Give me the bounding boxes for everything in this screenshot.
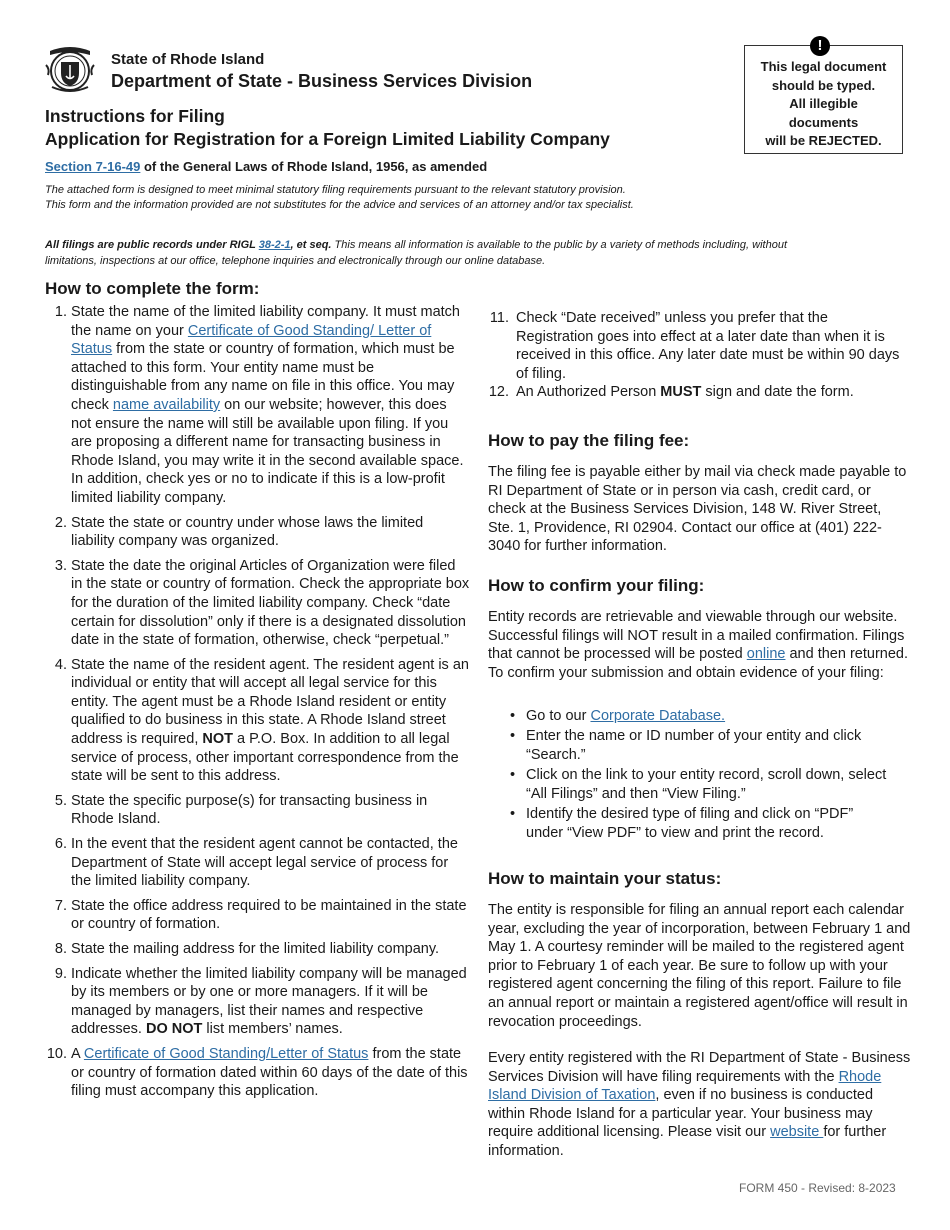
statute-reference — [45, 159, 487, 174]
item-text: a P.O. Box. In addition to all legal service of process, other important correspondence from the state will be sent to this address. — [71, 731, 459, 785]
item-text: State the name of the resident agent. The resident agent is an individual or entity that will accept all legal service for this entity. The agent must be a Rhode Island resident or entity qualified to do business in this state. A Rhode Island street address is required, — [71, 656, 469, 748]
item-text: State the mailing address for the limited liability company. — [71, 941, 440, 957]
section-heading-maintain: How to maintain your status: — [488, 869, 722, 888]
item-number: 8. — [54, 941, 67, 957]
list-item: • Enter the name or ID number of your entity and click “Search.” — [510, 727, 890, 765]
instruction-item — [45, 656, 470, 786]
item-bold: MUST — [660, 384, 702, 401]
list-item-text: Go to our — [526, 708, 591, 724]
item-text: State the specific purpose(s) for transacting business in Rhode Island. — [71, 792, 428, 828]
department-name: Department of State - Business Services Division — [111, 71, 533, 91]
form-revision-footer: FORM 450 - Revised: 8-2023 — [739, 1181, 896, 1195]
statute-text: of the General Laws of Rhode Island, 1956, as amended — [140, 159, 488, 174]
item-text: Check “Date received” unless you prefer that the Registration goes into effect at a later date than when it is received in this office. Any later date must be within 90 days of filing. — [516, 310, 900, 382]
state-seal-logo — [44, 43, 96, 93]
maintain-text-part: for further information. — [488, 1124, 887, 1159]
confirm-text-part: Entity records are retrievable and viewable through our website. Successful filings will NOT result in a mailed confirmation. Filings that cannot be processed will be posted — [488, 609, 905, 663]
public-records-text: This means all information is available to the public by a variety of methods including, without limitations, inspections at our office, telephone inquiries and electronically through our online database. — [45, 239, 788, 267]
taxation-link[interactable]: Rhode Island Division of Taxation — [488, 1068, 882, 1104]
notice-line: This legal document — [760, 59, 887, 74]
item-number: 7. — [54, 897, 67, 914]
item-text: State the date the original Articles of Organization were filed in the state or country of formation. Check the appropriate box for the duration of the limited liability company. Check “date certain for dissolution” only if there is a designated dissolution date in the state of formation, otherwise, check “perpetual.” — [71, 557, 470, 649]
item-number: 5. — [54, 792, 67, 809]
exclamation-icon: ! — [810, 36, 830, 56]
maintain-taxation-text — [488, 1049, 913, 1161]
public-records-bold: , et seq. — [290, 239, 332, 251]
page-subtitle: Application for Registration for a Foreign Limited Liability Company — [45, 129, 610, 149]
disclaimer-line: This form and the information provided are not substitutes for the advice and services of an attorney and/or tax specialist. — [45, 199, 634, 211]
instruction-item — [45, 965, 470, 1039]
public-records-notice — [45, 238, 825, 269]
item-number: 4. — [54, 656, 67, 673]
notice-line: All illegible — [789, 96, 858, 111]
list-item — [510, 707, 890, 726]
item-bold: NOT — [202, 731, 233, 748]
item-number: 3. — [54, 557, 67, 574]
item-number: 2. — [54, 514, 67, 531]
item-number: 12. — [488, 384, 509, 401]
item-text: from the state or country of formation, which must be attached to this form. Your entity name must be distinguishable from any name on file in this office. You may check — [71, 341, 455, 413]
item-text: State the state or country under whose laws the limited liability company was organized. — [71, 514, 424, 550]
item-number: 10. — [46, 1045, 67, 1062]
certificate-link[interactable]: Certificate of Good Standing/ Letter of Status — [71, 322, 432, 358]
item-text: on our website; however, this does not ensure the name will still be available upon filing. If you are proposing a different name for transacting business in Rhode Island, you may write it in the second available space. In addition, check yes or no to indicate if this is a low-profit limited liability company. — [71, 396, 464, 506]
maintain-text: The entity is responsible for filing an annual report each calendar year, excluding the year of incorporation, between February 1 and May 1. A courtesy reminder will be mailed to the registered agent prior to February 1 of each year. Be sure to follow up with your registered agent concerning the filing of this report. Failure to file an annual report or maintain a registered agent/office will result in revocation proceedings. — [488, 902, 911, 1030]
typed-document-notice — [744, 45, 903, 154]
instruction-item — [45, 835, 470, 891]
instruction-item — [45, 303, 470, 508]
item-text: In the event that the resident agent cannot be contacted, the Department of State will accept legal service of process for the limited liability company. — [71, 836, 458, 890]
item-number: 6. — [54, 836, 67, 853]
disclaimer — [45, 183, 765, 213]
list-item: • Identify the desired type of filing and click on “PDF” under “View PDF” to view and print the record. — [510, 805, 890, 843]
item-text: A — [71, 1045, 84, 1062]
item-number: 1. — [54, 304, 67, 320]
website-link[interactable]: website — [770, 1124, 824, 1141]
item-bold: DO NOT — [145, 1021, 203, 1038]
item-text: State the office address required to be maintained in the state or country of formation. — [71, 897, 467, 933]
statute-link[interactable]: Section 7-16-49 — [45, 159, 141, 174]
item-text: list members’ names. — [202, 1021, 343, 1038]
section-heading-complete: How to complete the form: — [45, 279, 260, 298]
list-item: • Click on the link to your entity record, scroll down, select “All Filings” and then “View Filing.” — [510, 766, 890, 804]
name-availability-link[interactable]: name availability — [112, 396, 221, 413]
state-name: State of Rhode Island — [111, 51, 265, 68]
confirm-text-part: and then returned. To confirm your submission and obtain evidence of your filing: — [488, 646, 908, 681]
instruction-list — [45, 303, 470, 1107]
item-number: 9. — [54, 965, 67, 982]
notice-line: documents — [788, 114, 859, 130]
item-text: sign and date the form. — [701, 384, 854, 401]
disclaimer-line: The attached form is designed to meet minimal statutory filing requirements pursuant to the relevant statutory provision. — [45, 184, 626, 196]
certificate-link[interactable]: Certificate of Good Standing/Letter of Status — [83, 1045, 369, 1062]
online-link[interactable]: online — [746, 646, 786, 663]
instruction-item — [45, 514, 470, 551]
confirm-text — [488, 608, 913, 682]
instruction-item — [45, 897, 470, 934]
instruction-item — [45, 1045, 470, 1101]
corporate-database-link[interactable]: Corporate Database. — [590, 708, 726, 724]
item-text: An Authorized Person — [516, 384, 661, 401]
instruction-list-continued — [484, 309, 904, 408]
confirm-steps-list — [510, 707, 890, 844]
maintain-text-part: Every entity registered with the RI Department of State - Business Services Division will have filing requirements with the — [488, 1050, 911, 1085]
public-records-bold: All filings are public records under RIGL — [45, 239, 259, 251]
item-text: from the state or country of formation dated within 60 days of the date of this filing must accompany this application. — [71, 1045, 468, 1100]
page-title: Instructions for Filing — [45, 106, 225, 126]
instruction-item — [45, 940, 470, 959]
section-heading-pay: How to pay the filing fee: — [488, 431, 690, 450]
instruction-item — [484, 383, 904, 402]
instruction-item — [45, 557, 470, 650]
instruction-item — [484, 309, 904, 383]
section-heading-confirm: How to confirm your filing: — [488, 576, 705, 595]
item-number: 11. — [489, 310, 509, 326]
pay-text: The filing fee is payable either by mail via check made payable to RI Department of State or in person via cash, credit card, or check at the Business Services Division, 148 W. River Street, Ste. 1, Providence, RI 02904. Contact our office at (401) 222-3040 for further information. — [488, 464, 907, 555]
rigl-link[interactable]: 38-2-1 — [258, 239, 291, 251]
item-text: Indicate whether the limited liability company will be managed by its members or by one or more managers. If it will be managed by managers, list their names and respective addresses. — [71, 965, 467, 1038]
notice-line: should be typed. — [771, 77, 876, 93]
instruction-item — [45, 792, 470, 829]
notice-line: will be REJECTED. — [765, 133, 882, 148]
item-text: State the name of the limited liability company. It must match the name on your — [71, 304, 460, 339]
maintain-text-part: , even if no business is conducted within Rhode Island for a particular year. Your business may require additional licensing. Please visit our — [488, 1087, 874, 1141]
